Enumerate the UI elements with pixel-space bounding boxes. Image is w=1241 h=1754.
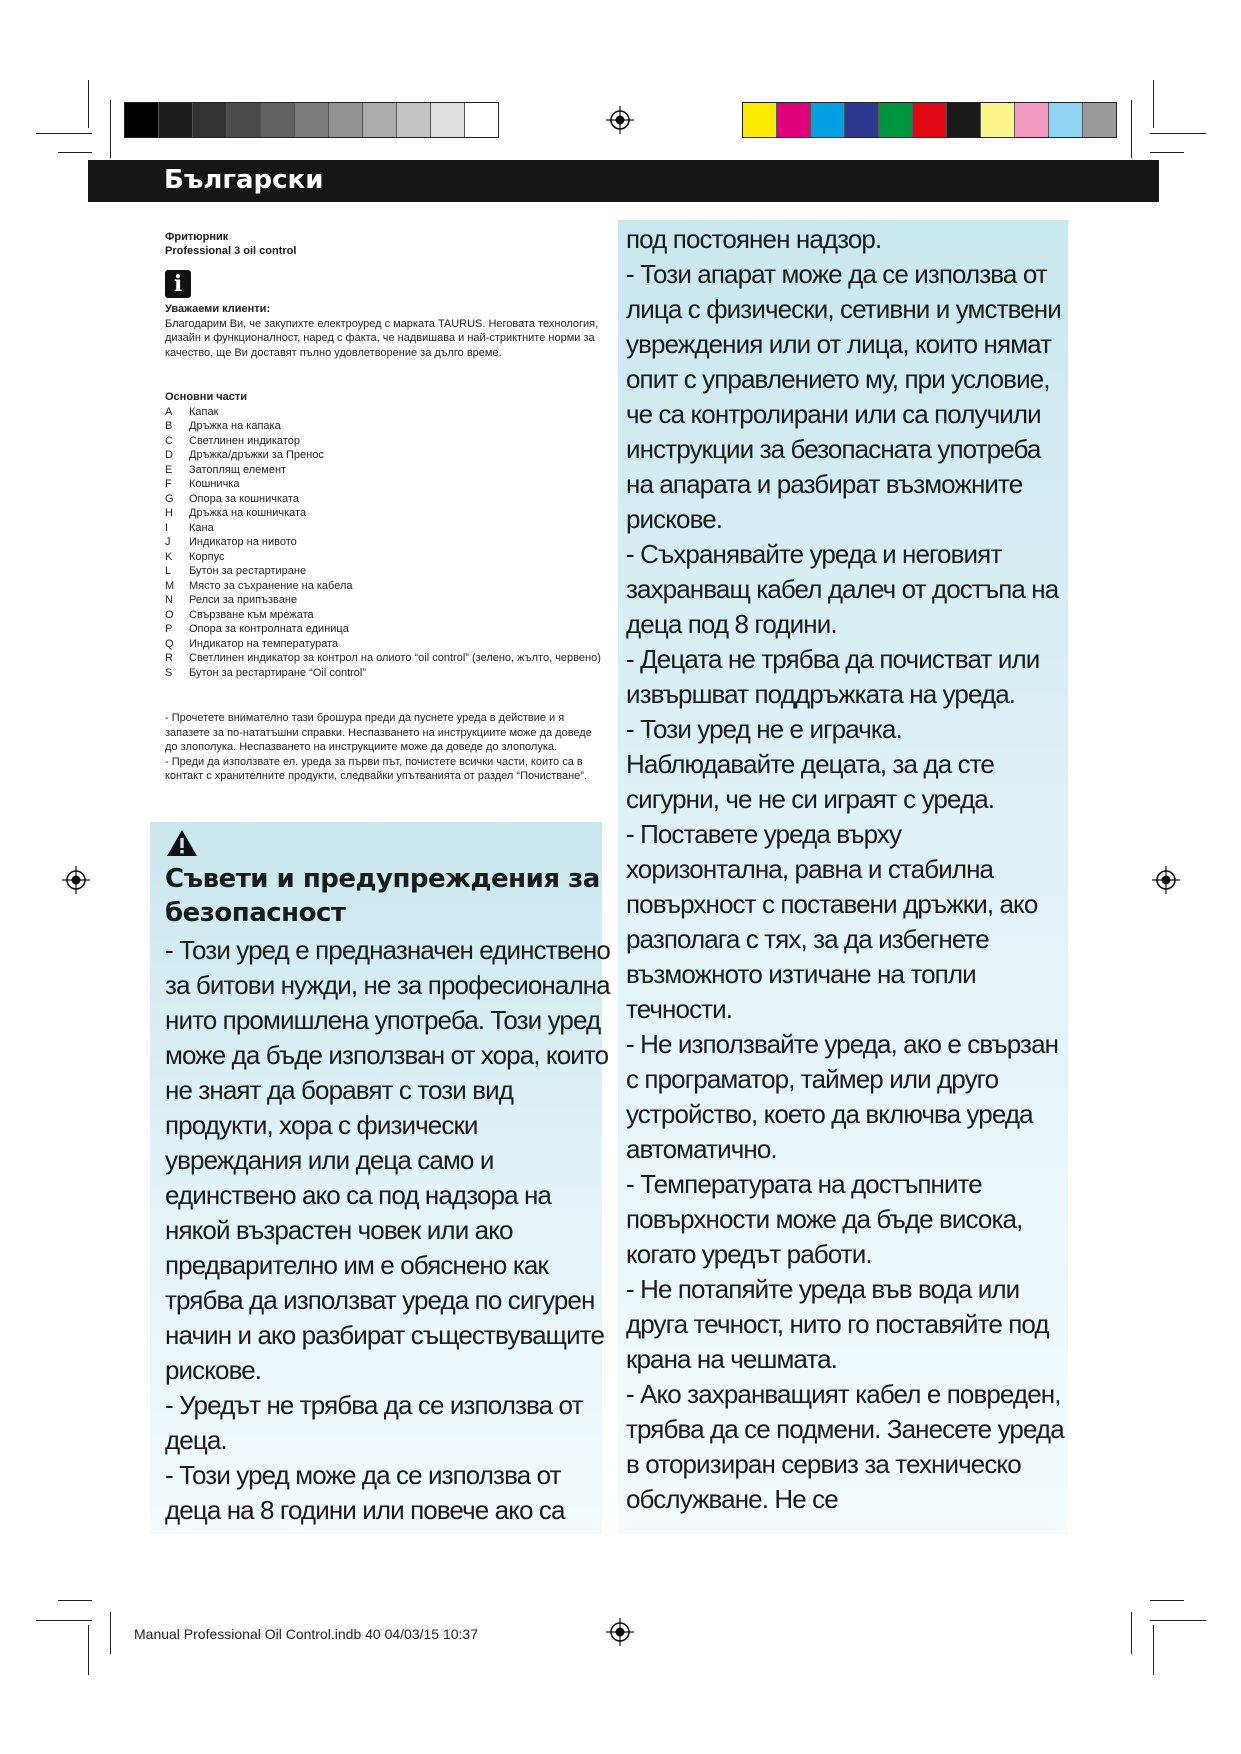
parts-list-item [165,448,605,463]
color-swatch [193,103,227,137]
part-label: Опора за кошничката [189,492,299,505]
part-label: Дръжка на капака [189,420,281,432]
part-letter: R [165,652,173,664]
part-letter: D [165,449,173,461]
registration-mark-icon [1152,866,1180,894]
crop-mark [58,1600,92,1601]
greyscale-color-bar [124,102,499,138]
crop-mark [110,100,111,158]
crop-mark [1150,152,1184,153]
part-letter: B [165,420,173,432]
parts-list-item [165,521,605,536]
parts-list-item [165,405,605,420]
color-swatch [295,103,329,137]
color-swatch [1049,103,1083,137]
crop-mark [1131,1612,1132,1654]
part-label: Опора за контролната единица [189,623,349,635]
color-swatch [913,103,947,137]
part-letter: S [165,666,173,679]
part-label: Светлинен индикатор [189,434,300,447]
part-label: Дръжка на кошничката [189,507,307,519]
part-letter: O [165,608,174,621]
part-label: Кана [189,521,214,534]
part-label: Индикатор на нивото [189,536,297,548]
crop-mark [36,133,92,134]
color-swatch [431,103,465,137]
part-letter: J [165,536,171,548]
crop-mark [1153,1625,1154,1675]
parts-list-item [165,579,605,594]
language-header-band [88,160,1159,202]
intro-greeting: Уважаеми клиенти: [165,303,271,315]
color-swatch [1083,103,1116,137]
color-swatch [261,103,295,137]
safety-paragraph: - Този апарат може да се използва от лица с физически, сетивни и умствени увреждения или от лица, които нямат опит с управлението му, при условие, че са контролирани или са получили инструкции за безопасната употреба на апарата и разбират възможните рискове. [626,259,1061,534]
part-letter: I [165,521,169,534]
note-item: - Прочетете внимателно тази брошура преди да пуснете уреда в действие и я запазете за по-нататъшни справки. Неспазването на инструкциите може да доведе до злополука. Неспазването на инструкциите може да доведе до злополука. [165,712,592,753]
registration-mark-icon [62,866,90,894]
safety-paragraph: - Децата не трябва да почистват или извършват поддръжката на уреда. [626,644,1040,709]
part-letter: G [165,492,174,505]
part-label: Бутон за рестартиране “Oil control” [189,666,367,679]
safety-paragraph: - Съхранявайте уреда и неговият захранващ кабел далеч от достъпа на деца под 8 години. [626,539,1059,639]
safety-paragraph: - Този уред не е играчка. Наблюдавайте децата, за да сте сигурни, че не си играят с уреда. [626,714,995,814]
color-swatch [743,103,777,137]
color-swatch [397,103,431,137]
safety-text-left [165,933,615,1528]
part-letter: Q [165,637,174,650]
parts-list-item [165,666,605,681]
crop-mark [1150,133,1206,134]
safety-paragraph: - Този уред може да се използва от деца на 8 години или повече ако са [165,1460,565,1525]
parts-list-item [165,535,605,550]
parts-list-item [165,637,605,652]
intro-section [165,302,605,360]
color-swatch [811,103,845,137]
usage-notes [165,711,605,784]
parts-list-item [165,463,605,478]
safety-paragraph: под постоянен надзор. [626,224,882,254]
color-swatch [363,103,397,137]
parts-list-item [165,593,605,608]
parts-list-item [165,622,605,637]
color-swatch [879,103,913,137]
crop-mark [88,80,89,128]
part-letter: H [165,507,173,519]
part-letter: F [165,478,172,490]
parts-list [165,390,605,680]
crop-mark [1150,1600,1184,1601]
part-letter: P [165,623,173,635]
product-title [165,230,296,258]
part-label: Дръжка/дръжки за Пренос [189,449,324,461]
crop-mark [88,1625,89,1675]
crop-mark [58,152,92,153]
parts-list-item [165,564,605,579]
safety-text-right [626,222,1066,1517]
parts-list-item [165,651,605,666]
part-label: Свързване към мрежата [189,608,314,621]
part-letter: L [165,565,172,577]
part-label: Капак [189,405,219,418]
info-icon: i [165,270,191,298]
color-swatch [159,103,193,137]
part-label: Бутон за рестартиране [189,565,307,577]
crop-mark [1150,1620,1206,1621]
safety-paragraph: - Не използвайте уреда, ако е свързан с програматор, таймер или друго устройство, което да включва уреда автоматично. [626,1029,1059,1164]
product-type: Фритюрник [165,231,229,243]
parts-list-item [165,434,605,449]
color-swatch [329,103,363,137]
part-label: Корпус [189,550,225,563]
parts-list-item [165,608,605,623]
parts-list-item [165,419,605,434]
crop-mark [110,1612,111,1654]
part-letter: A [165,405,173,418]
color-swatch [777,103,811,137]
language-title: Български [164,165,324,195]
parts-list-item [165,477,605,492]
part-letter: M [165,579,175,592]
part-letter: N [165,594,173,606]
note-item: - Преди да използвате ел. уреда за първи път, почистете всички части, които са в контакт с хранителните продукти, следвайки упътванията от раздел “Почистване”. [165,755,588,782]
color-swatch [125,103,159,137]
safety-title: Съвети и предупреждения за безопасност [165,864,600,928]
part-letter: E [165,463,173,476]
color-swatch [1015,103,1049,137]
part-label: Затоплящ елемент [189,463,287,476]
safety-paragraph: - Ако захранващият кабел е повреден, трябва да се подмени. Занесете уреда в оторизиран сервиз за техническо обслужване. Не се [626,1379,1064,1514]
part-label: Светлинен индикатор за контрол на олиото “oil control” (зелено, жълто, червено) [189,652,601,664]
safety-paragraph: - Този уред е предназначен единствено за битови нужди, не за професионална нито промишлена употреба. Този уред може да бъде използван от хора, които не знаят да боравят с този вид продукти, хора с физически увреждания или деца само и единствено ако са под надзора на някой възрастен човек или ако предварително им е обяснено как трябва да използват уреда по сигурен начин и ако разбират съществуващите рискове. [165,935,610,1385]
crop-mark [1153,80,1154,128]
process-color-bar [742,102,1117,138]
part-letter: C [165,434,173,447]
crop-mark [1131,100,1132,158]
safety-paragraph: - Температурата на достъпните повърхности може да бъде висока, когато уредът работи. [626,1169,1023,1269]
color-swatch [981,103,1015,137]
safety-paragraph: - Поставете уреда върху хоризонтална, равна и стабилна повърхност с поставени дръжки, ако разполага с тях, за да избегнете възможното изтичане на топли течности. [626,819,1038,1024]
color-swatch [845,103,879,137]
safety-paragraph: - Уредът не трябва да се използва от деца. [165,1390,583,1455]
parts-heading: Основни части [165,391,248,403]
color-swatch [465,103,498,137]
registration-mark-icon [606,106,634,134]
product-model: Professional 3 oil control [165,245,297,257]
part-letter: K [165,550,173,563]
parts-list-item [165,492,605,507]
color-swatch [227,103,261,137]
print-slug: Manual Professional Oil Control.indb 40 04/03/15 10:37 [134,1626,478,1642]
parts-list-item [165,550,605,565]
color-swatch [947,103,981,137]
part-label: Релси за припъзване [189,594,298,606]
part-label: Индикатор на температурата [189,637,339,650]
part-label: Кошничка [189,478,240,490]
part-label: Място за съхранение на кабела [189,579,353,592]
parts-list-item [165,506,605,521]
intro-body: Благодарим Ви, че закупихте електроуред с марката TAURUS. Неговата технология, дизайн и функционалност, наред с факта, че надвишава и най-стриктните норми за качество, ще Ви доставят пълно удовлетворение за дълго време. [165,317,599,359]
safety-paragraph: - Не потапяйте уреда във вода или друга течност, нито го поставяйте под крана на чешмата. [626,1274,1049,1374]
crop-mark [36,1620,92,1621]
registration-mark-icon [606,1618,634,1646]
warning-triangle-icon [165,828,199,858]
